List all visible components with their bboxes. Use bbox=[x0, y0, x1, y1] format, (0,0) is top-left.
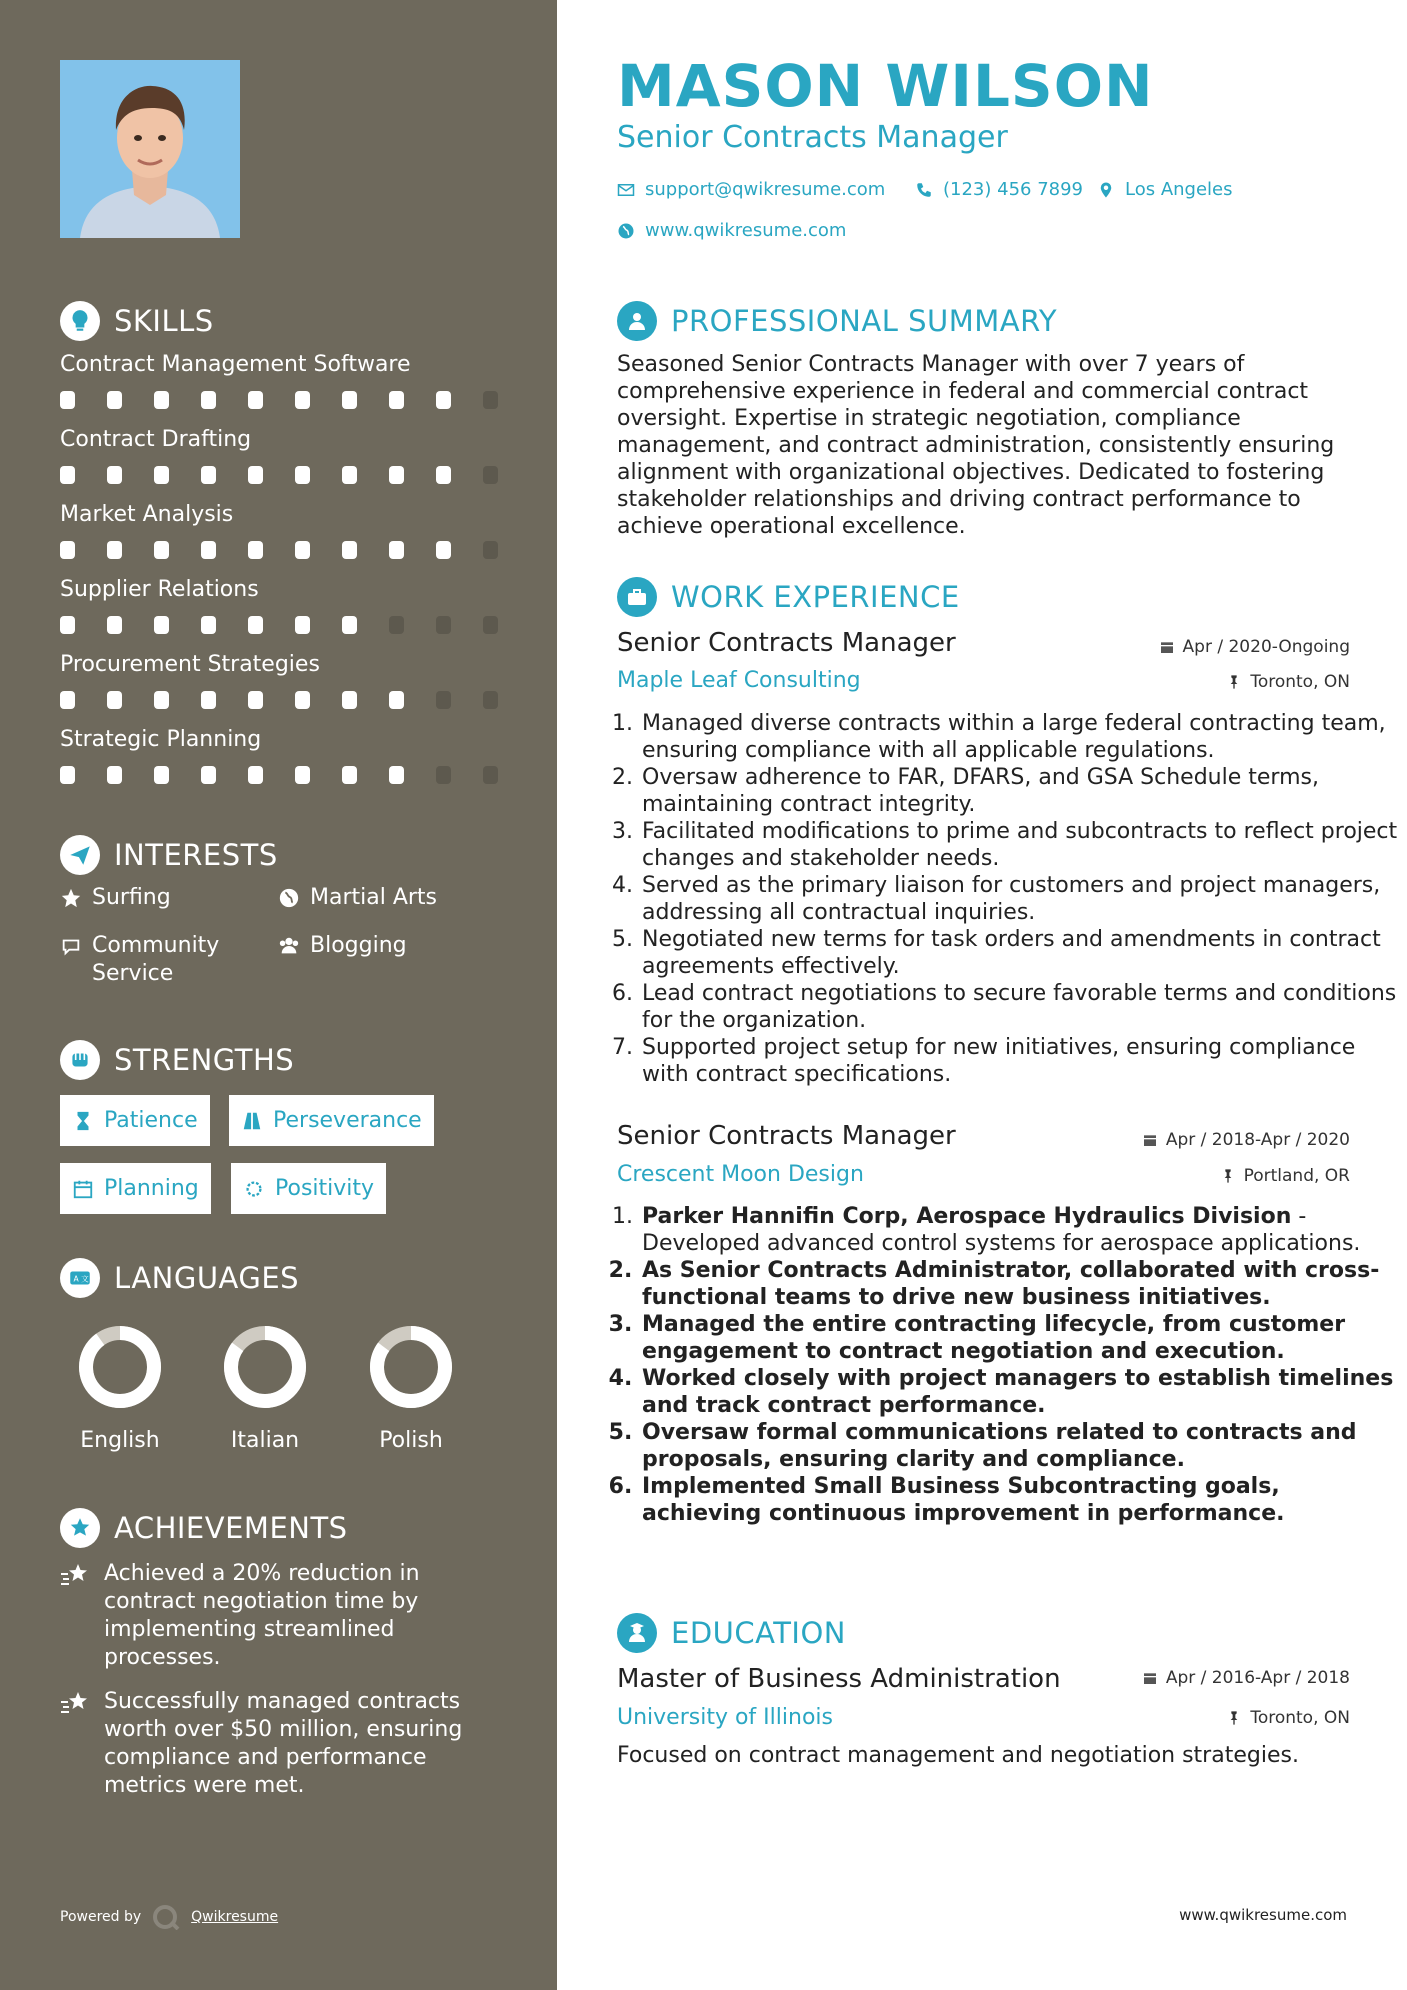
trophy-star-icon bbox=[60, 1508, 100, 1548]
skill-dot bbox=[389, 766, 404, 784]
achievements-title: ACHIEVEMENTS bbox=[114, 1511, 348, 1545]
skill-dot bbox=[107, 466, 122, 484]
language-name: Italian bbox=[230, 1428, 300, 1453]
skill-rating bbox=[60, 466, 530, 484]
skill-name: Contract Management Software bbox=[60, 352, 411, 377]
education-description: Focused on contract management and negotiation strategies. bbox=[617, 1743, 1299, 1768]
skill-dot bbox=[342, 391, 357, 409]
skill-dot bbox=[342, 691, 357, 709]
education-location bbox=[1226, 1708, 1350, 1728]
skill-dot bbox=[201, 391, 216, 409]
translate-icon bbox=[60, 1258, 100, 1298]
candidate-title: Senior Contracts Manager bbox=[617, 120, 1008, 155]
interest-label: Surfing bbox=[92, 885, 171, 910]
contact-location bbox=[1097, 179, 1233, 200]
skill-dot bbox=[483, 391, 498, 409]
phone-text: (123) 456 7899 bbox=[943, 179, 1084, 200]
skill-dot bbox=[201, 541, 216, 559]
skill-dot bbox=[60, 391, 75, 409]
skill-dot bbox=[342, 466, 357, 484]
education-title: EDUCATION bbox=[671, 1616, 847, 1650]
road-icon bbox=[241, 1110, 263, 1132]
footer-website[interactable]: www.qwikresume.com bbox=[1179, 1906, 1347, 1924]
skill-dot bbox=[436, 616, 451, 634]
skill-dot bbox=[436, 766, 451, 784]
user-icon bbox=[617, 301, 657, 341]
skill-dot bbox=[295, 691, 310, 709]
strength-label: Planning bbox=[104, 1176, 199, 1201]
strength-badge bbox=[60, 1163, 211, 1214]
experience-heading bbox=[617, 577, 960, 617]
skill-dot bbox=[154, 616, 169, 634]
skill-name: Contract Drafting bbox=[60, 427, 252, 452]
bullet-item: 4. Served as the primary liaison for customers and project managers, addressing all contractual inquiries. bbox=[640, 872, 1400, 926]
candidate-name: MASON WILSON bbox=[617, 52, 1154, 120]
education-heading bbox=[617, 1613, 846, 1653]
job-dates-text: Apr / 2018-Apr / 2020 bbox=[1165, 1130, 1350, 1150]
strength-label: Perseverance bbox=[273, 1108, 422, 1133]
school-name: University of Illinois bbox=[617, 1705, 833, 1730]
skill-dot bbox=[295, 766, 310, 784]
skill-dot bbox=[295, 541, 310, 559]
phone-icon bbox=[915, 181, 933, 199]
skill-dot bbox=[295, 391, 310, 409]
interest-item bbox=[60, 932, 250, 988]
job-dates-text: Apr / 2020-Ongoing bbox=[1182, 637, 1350, 657]
interest-item bbox=[278, 884, 437, 912]
language-donut bbox=[366, 1322, 456, 1412]
job-dates bbox=[1159, 637, 1350, 657]
globe-icon bbox=[278, 887, 300, 909]
skills-heading bbox=[60, 301, 214, 341]
skill-dot bbox=[154, 391, 169, 409]
lightbulb-icon bbox=[60, 301, 100, 341]
skill-rating bbox=[60, 766, 530, 784]
donut-fill bbox=[86, 1333, 154, 1401]
bullet-item: 6. Implemented Small Business Subcontracting goals, achieving continuous improvement in performance. bbox=[640, 1473, 1400, 1527]
bullet-item: 6. Lead contract negotiations to secure favorable terms and conditions for the organization. bbox=[640, 980, 1400, 1034]
skills-title: SKILLS bbox=[114, 304, 214, 338]
skill-dot bbox=[107, 541, 122, 559]
powered-by-label: Powered by bbox=[60, 1909, 142, 1925]
skill-dot bbox=[248, 691, 263, 709]
skill-dot bbox=[154, 466, 169, 484]
skill-dot bbox=[295, 466, 310, 484]
company-name: Maple Leaf Consulting bbox=[617, 668, 861, 693]
skill-dot bbox=[107, 766, 122, 784]
skill-dot bbox=[483, 466, 498, 484]
job-bullets bbox=[617, 710, 1400, 1088]
strength-badge bbox=[231, 1163, 386, 1214]
interests-title: INTERESTS bbox=[114, 838, 278, 872]
skill-dot bbox=[483, 616, 498, 634]
skill-dot bbox=[248, 766, 263, 784]
achievement-text: Achieved a 20% reduction in contract negotiation time by implementing streamlined processes. bbox=[104, 1561, 420, 1670]
experience-title: WORK EXPERIENCE bbox=[671, 580, 960, 614]
pushpin-icon bbox=[1226, 674, 1242, 690]
strength-badge bbox=[229, 1095, 434, 1146]
bullet-item: 3. Managed the entire contracting lifecycle, from customer engagement to contract negotiation and execution. bbox=[640, 1311, 1400, 1365]
envelope-icon bbox=[617, 181, 635, 199]
education-dates bbox=[1142, 1668, 1350, 1688]
skill-name: Strategic Planning bbox=[60, 727, 262, 752]
location-text: Los Angeles bbox=[1125, 179, 1233, 200]
skill-rating bbox=[60, 391, 530, 409]
fist-icon bbox=[60, 1040, 100, 1080]
powered-by-brand-link[interactable]: Qwikresume bbox=[191, 1909, 279, 1925]
language-donut bbox=[220, 1322, 310, 1412]
summary-text: Seasoned Senior Contracts Manager with over 7 years of comprehensive experience in federal and commercial contract oversight. Expertise in strategic negotiation, compliance management, and contract administration, consistently ensuring alignment with organizational objectives. Dedicated to fostering stakeholder relationships and driving contract performance to achieve operational excellence. bbox=[617, 352, 1335, 539]
bubble-icon bbox=[60, 935, 82, 957]
skill-dot bbox=[154, 691, 169, 709]
sun-icon bbox=[243, 1178, 265, 1200]
education-dates-text: Apr / 2016-Apr / 2018 bbox=[1165, 1668, 1350, 1688]
skill-dot bbox=[154, 766, 169, 784]
language-donut bbox=[75, 1322, 165, 1412]
skill-dot bbox=[248, 541, 263, 559]
skill-dot bbox=[201, 691, 216, 709]
skill-dot bbox=[389, 391, 404, 409]
skill-dot bbox=[201, 766, 216, 784]
job-location-text: Toronto, ON bbox=[1250, 672, 1350, 692]
interest-label: Martial Arts bbox=[310, 885, 438, 910]
summary-heading bbox=[617, 301, 1057, 341]
hourglass-icon bbox=[72, 1110, 94, 1132]
job-location-text: Portland, OR bbox=[1243, 1166, 1350, 1186]
interest-item bbox=[60, 884, 171, 912]
paper-plane-icon bbox=[60, 835, 100, 875]
languages-title: LANGUAGES bbox=[114, 1261, 300, 1295]
strength-label: Positivity bbox=[275, 1176, 375, 1201]
skill-rating bbox=[60, 616, 530, 634]
pushpin-icon bbox=[1220, 1168, 1236, 1184]
globe-icon bbox=[617, 222, 635, 240]
skill-dot bbox=[389, 616, 404, 634]
achievement-item bbox=[60, 1560, 500, 1672]
interests-heading bbox=[60, 835, 278, 875]
education-location-text: Toronto, ON bbox=[1250, 1708, 1350, 1728]
skill-dot bbox=[483, 541, 498, 559]
skill-dot bbox=[389, 466, 404, 484]
contact-website[interactable] bbox=[617, 220, 846, 241]
skill-dot bbox=[342, 616, 357, 634]
pushpin-icon bbox=[1226, 1710, 1242, 1726]
contact-email[interactable] bbox=[617, 179, 885, 200]
star-icon bbox=[60, 887, 82, 909]
main-content bbox=[557, 0, 1407, 1990]
skill-dot bbox=[483, 691, 498, 709]
shooting-star-icon bbox=[60, 1562, 92, 1590]
svg-text:A: A bbox=[73, 1274, 80, 1284]
strength-badge bbox=[60, 1095, 210, 1146]
bullet-item: 4. Worked closely with project managers to establish timelines and track contract performance. bbox=[640, 1365, 1400, 1419]
bullet-item: 1. Managed diverse contracts within a large federal contracting team, ensuring compliance with all applicable regulations. bbox=[640, 710, 1400, 764]
skill-dot bbox=[60, 766, 75, 784]
strength-label: Patience bbox=[104, 1108, 198, 1133]
skill-dot bbox=[154, 541, 169, 559]
map-pin-icon bbox=[1097, 181, 1115, 199]
degree-title: Master of Business Administration bbox=[617, 1664, 1061, 1694]
calendar-icon bbox=[1159, 639, 1175, 655]
job-title: Senior Contracts Manager bbox=[617, 1121, 956, 1151]
strengths-heading bbox=[60, 1040, 294, 1080]
calendar-icon bbox=[72, 1178, 94, 1200]
skill-dot bbox=[248, 391, 263, 409]
calendar-icon bbox=[1142, 1670, 1158, 1686]
bullet-rest-text: - Developed advanced control systems for aerospace applications. bbox=[642, 1204, 1361, 1256]
bullet-bold-text: Parker Hannifin Corp, Aerospace Hydraulics Division bbox=[642, 1204, 1292, 1229]
summary-title: PROFESSIONAL SUMMARY bbox=[671, 304, 1058, 338]
achievement-item bbox=[60, 1688, 500, 1800]
skill-name: Procurement Strategies bbox=[60, 652, 320, 677]
contact-phone[interactable] bbox=[915, 179, 1083, 200]
skill-dot bbox=[201, 616, 216, 634]
bullet-item bbox=[640, 1203, 1400, 1257]
skill-dot bbox=[60, 616, 75, 634]
skill-name: Market Analysis bbox=[60, 502, 234, 527]
skill-dot bbox=[107, 616, 122, 634]
skill-dot bbox=[436, 691, 451, 709]
language-name: Polish bbox=[379, 1428, 443, 1453]
skill-dot bbox=[483, 766, 498, 784]
bullet-item: 2. Oversaw adherence to FAR, DFARS, and GSA Schedule terms, maintaining contract integrity. bbox=[640, 764, 1400, 818]
language-name: English bbox=[80, 1428, 160, 1453]
calendar-icon bbox=[1142, 1132, 1158, 1148]
bullet-item: 7. Supported project setup for new initiatives, ensuring compliance with contract specifications. bbox=[640, 1034, 1400, 1088]
skill-dot bbox=[436, 466, 451, 484]
shooting-star-icon bbox=[60, 1690, 92, 1718]
skill-dot bbox=[248, 466, 263, 484]
skill-dot bbox=[295, 616, 310, 634]
interest-item bbox=[278, 932, 407, 960]
svg-text:文: 文 bbox=[81, 1274, 90, 1284]
qwikresume-logo-icon bbox=[151, 1904, 181, 1930]
sidebar bbox=[0, 0, 557, 1990]
skill-dot bbox=[248, 616, 263, 634]
job-bullets bbox=[617, 1203, 1400, 1527]
skill-rating bbox=[60, 691, 530, 709]
company-name: Crescent Moon Design bbox=[617, 1162, 864, 1187]
email-text: support@qwikresume.com bbox=[645, 179, 886, 200]
skill-dot bbox=[60, 691, 75, 709]
interest-label: Blogging bbox=[310, 933, 407, 958]
languages-heading bbox=[60, 1258, 299, 1298]
skill-dot bbox=[436, 541, 451, 559]
people-icon bbox=[278, 935, 300, 957]
skill-dot bbox=[107, 391, 122, 409]
achievement-text: Successfully managed contracts worth over $50 million, ensuring compliance and performance metrics were met. bbox=[104, 1689, 463, 1798]
powered-by bbox=[60, 1904, 278, 1930]
bullet-item: 2. As Senior Contracts Administrator, collaborated with cross-functional teams to drive new business initiatives. bbox=[640, 1257, 1400, 1311]
skill-dot bbox=[389, 691, 404, 709]
website-text: www.qwikresume.com bbox=[645, 220, 847, 241]
skill-dot bbox=[436, 391, 451, 409]
job-location bbox=[1226, 672, 1350, 692]
skill-dot bbox=[342, 541, 357, 559]
job-location bbox=[1220, 1166, 1350, 1186]
skill-rating bbox=[60, 541, 530, 559]
skill-dot bbox=[60, 466, 75, 484]
skill-dot bbox=[201, 466, 216, 484]
bullet-item: 3. Facilitated modifications to prime and subcontracts to reflect project changes and stakeholder needs. bbox=[640, 818, 1400, 872]
skill-dot bbox=[389, 541, 404, 559]
profile-photo bbox=[60, 60, 240, 238]
interest-label: Community Service bbox=[92, 933, 220, 986]
skill-dot bbox=[107, 691, 122, 709]
skill-dot bbox=[60, 541, 75, 559]
skill-dot bbox=[342, 766, 357, 784]
job-title: Senior Contracts Manager bbox=[617, 628, 956, 658]
bullet-item: 5. Oversaw formal communications related to contracts and proposals, ensuring clarity and compliance. bbox=[640, 1419, 1400, 1473]
graduate-icon bbox=[617, 1613, 657, 1653]
job-dates bbox=[1142, 1130, 1350, 1150]
strengths-title: STRENGTHS bbox=[114, 1043, 295, 1077]
achievements-heading bbox=[60, 1508, 348, 1548]
briefcase-icon bbox=[617, 577, 657, 617]
bullet-item: 5. Negotiated new terms for task orders and amendments in contract agreements effectively. bbox=[640, 926, 1400, 980]
skill-name: Supplier Relations bbox=[60, 577, 259, 602]
